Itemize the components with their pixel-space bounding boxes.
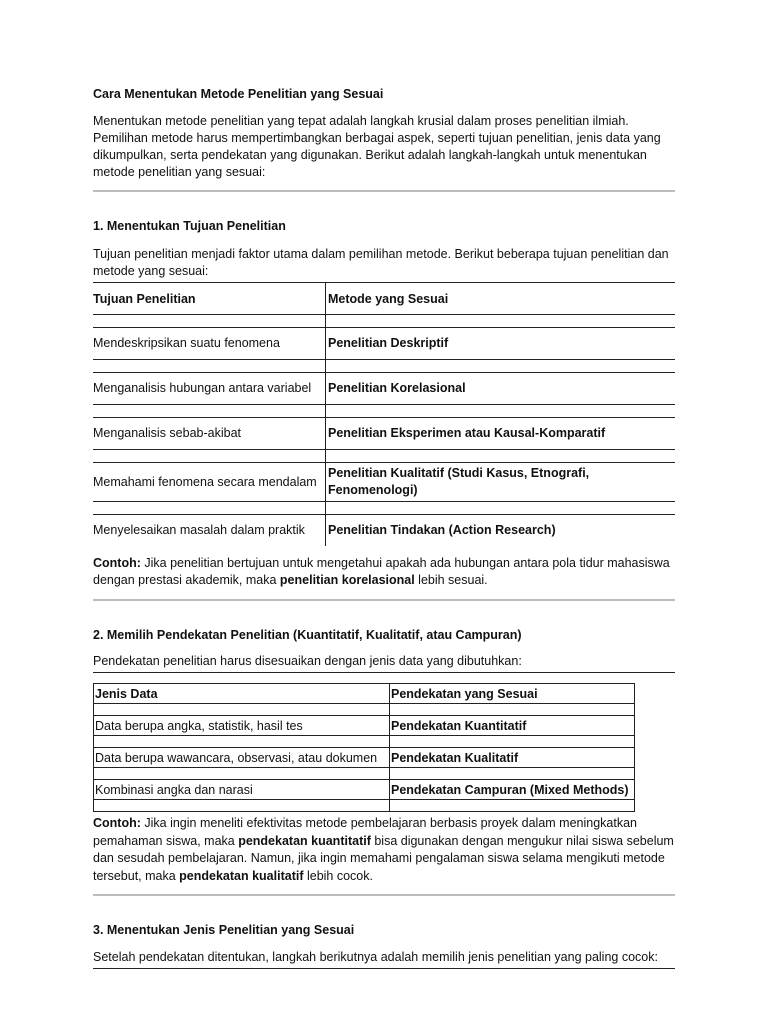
- table-row: [93, 463, 675, 501]
- method-cell: Penelitian Kualitatif (Studi Kasus, Etnografi, Fenomenologi): [328, 466, 590, 497]
- document-page: [93, 86, 675, 969]
- section-divider: [93, 190, 675, 192]
- header-approach: Pendekatan yang Sesuai: [391, 686, 538, 701]
- table-header-row: [93, 283, 675, 314]
- table-row: [94, 748, 634, 767]
- table-row: [93, 373, 675, 404]
- document-title: Cara Menentukan Metode Penelitian yang Sesuai: [93, 87, 384, 101]
- data-approach-table: [93, 683, 635, 812]
- table-top-rule: [93, 672, 675, 673]
- data-type-cell: Kombinasi angka dan narasi: [94, 780, 390, 799]
- intro-paragraph: Menentukan metode penelitian yang tepat adalah langkah krusial dalam proses penelitian ilmiah. Pemilihan metode harus mempertimbangkan berbagai aspek, seperti tujuan penelitian, jenis data yang dikumpulkan, serta pendekatan yang digunakan. Berikut adalah langkah-langkah untuk menentukan metode penelitian yang sesuai:: [93, 114, 661, 179]
- approach-cell: Pendekatan Campuran (Mixed Methods): [391, 782, 629, 797]
- approach-cell: Pendekatan Kualitatif: [391, 750, 519, 765]
- table-row: [93, 418, 675, 449]
- header-goal: Tujuan Penelitian: [93, 283, 326, 314]
- section-divider: [93, 599, 675, 601]
- example-label: Contoh:: [93, 556, 141, 570]
- method-cell: Penelitian Tindakan (Action Research): [328, 523, 556, 537]
- section-divider: [93, 894, 675, 896]
- goal-cell: Mendeskripsikan suatu fenomena: [93, 328, 326, 359]
- table-row: [94, 780, 634, 799]
- table-row: [94, 716, 634, 735]
- table-row: [93, 328, 675, 359]
- goal-cell: Memahami fenomena secara mendalam: [93, 463, 326, 501]
- section2-heading: 2. Memilih Pendekatan Penelitian (Kuantitatif, Kualitatif, atau Campuran): [93, 628, 522, 642]
- section2-lead: Pendekatan penelitian harus disesuaikan dengan jenis data yang dibutuhkan:: [93, 654, 522, 668]
- section1-lead: Tujuan penelitian menjadi faktor utama dalam pemilihan metode. Berikut beberapa tujuan penelitian dan metode yang sesuai:: [93, 247, 669, 278]
- example-label: Contoh:: [93, 816, 141, 830]
- section1-heading: 1. Menentukan Tujuan Penelitian: [93, 219, 286, 233]
- goal-cell: Menganalisis sebab-akibat: [93, 418, 326, 449]
- section3-lead: Setelah pendekatan ditentukan, langkah berikutnya adalah memilih jenis penelitian yang paling cocok:: [93, 950, 658, 964]
- header-method: Metode yang Sesuai: [328, 291, 449, 306]
- table-top-rule: [93, 968, 675, 969]
- header-data-type: Jenis Data: [94, 684, 390, 703]
- table-row: [93, 515, 675, 546]
- goal-cell: Menyelesaikan masalah dalam praktik: [93, 515, 326, 546]
- research-goal-table: [93, 283, 675, 546]
- table-header-row: [94, 684, 634, 703]
- section2-example: Contoh: Jika ingin meneliti efektivitas metode pembelajaran berbasis proyek dalam meningkatkan pemahaman siswa, maka pendekatan kuantitatif bisa digunakan dengan mengukur nilai siswa sebelum dan sesudah pembelajaran. Namun, jika ingin memahami pengalaman siswa selama mengikuti metode tersebut, maka pendekatan kualitatif lebih cocok.: [93, 816, 674, 883]
- section1-example: Contoh: Jika penelitian bertujuan untuk mengetahui apakah ada hubungan antara pola tidur mahasiswa dengan prestasi akademik, maka penelitian korelasional lebih sesuai.: [93, 556, 670, 587]
- method-cell: Penelitian Korelasional: [328, 381, 466, 395]
- goal-cell: Menganalisis hubungan antara variabel: [93, 373, 326, 404]
- method-cell: Penelitian Eksperimen atau Kausal-Komparatif: [328, 426, 606, 440]
- approach-cell: Pendekatan Kuantitatif: [391, 718, 527, 733]
- section3-heading: 3. Menentukan Jenis Penelitian yang Sesuai: [93, 923, 355, 937]
- data-type-cell: Data berupa angka, statistik, hasil tes: [94, 716, 390, 735]
- method-cell: Penelitian Deskriptif: [328, 336, 449, 350]
- data-type-cell: Data berupa wawancara, observasi, atau dokumen: [94, 748, 390, 767]
